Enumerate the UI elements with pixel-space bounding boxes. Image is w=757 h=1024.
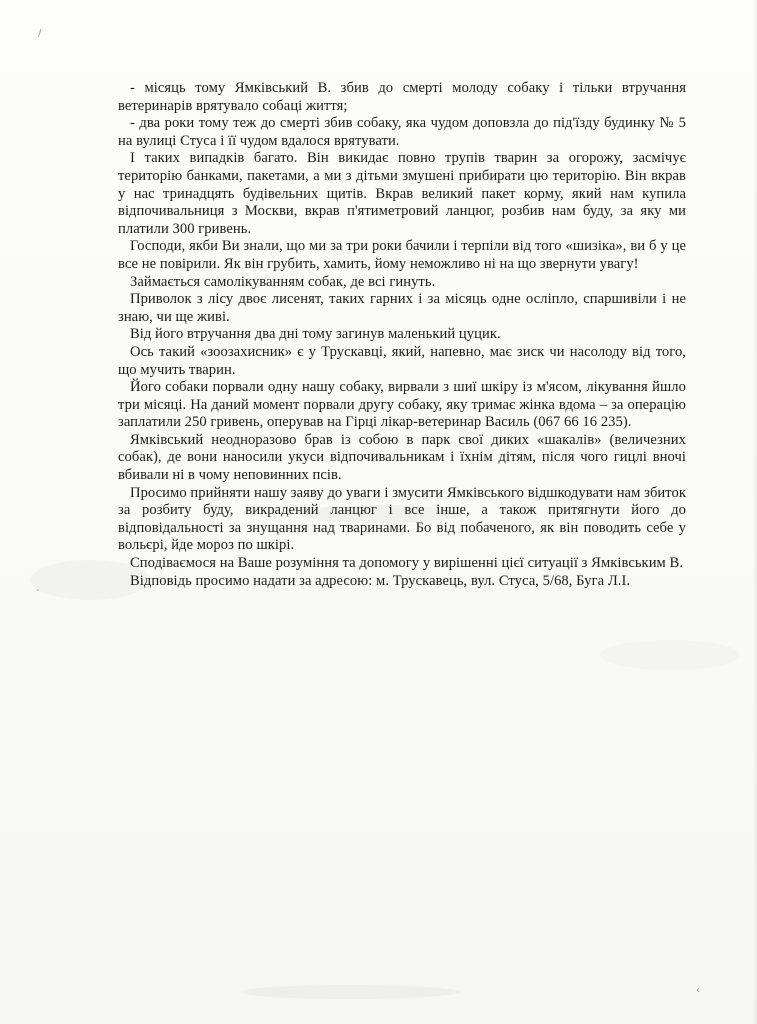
- scan-artifact-mark: ‑: [36, 585, 40, 596]
- letter-body: [118, 80, 686, 590]
- paragraph: Займається самолікуванням собак, де всі гинуть.: [130, 273, 436, 290]
- scan-smudge: [240, 985, 460, 999]
- scan-artifact-mark: /: [38, 28, 42, 39]
- page-edge-shadow: [753, 0, 757, 1024]
- paragraph: Ямківський неодноразово брав із собою в парк свої диких «шакалів» (величезних собак), де вони наносили укуси відпочивальникам і їхнім дітям, після чого гицлі вночі вбивали ні в чому неповинних псів.: [118, 431, 686, 484]
- paragraph: - два роки тому теж до смерті збив собаку, яка чудом доповзла до під'їзду будинку № 5 на вулиці Стуса і її чудом вдалося врятувати.: [118, 115, 686, 149]
- paragraph: Сподіваємося на Ваше розуміння та допомогу у вирішенні цієї ситуації з Ямківським В.: [130, 555, 684, 572]
- paragraph: Від його втручання два дні тому загинув маленький цуцик.: [130, 326, 501, 343]
- paragraph: Господи, якби Ви знали, що ми за три роки бачили і терпіли від того «шизіка», ви б у це все не повірили. Як він грубить, хамить, йому неможливо ні на що звернути увагу!: [118, 238, 686, 272]
- paragraph: - місяць тому Ямківський В. збив до смерті молоду собаку і тільки втручання ветеринарів врятувало собаці життя;: [118, 80, 686, 114]
- paragraph: Відповідь просимо надати за адресою: м. Трускавець, вул. Стуса, 5/68, Буга Л.І.: [130, 572, 631, 589]
- paragraph: Ось такий «зоозахисник» є у Трускавці, який, напевно, має зиск чи насолоду від того, що мучить тварин.: [118, 343, 686, 378]
- paragraph: Приволок з лісу двоє лисенят, таких гарних і за місяць одне осліпло, спаршивіли і не знаю, чи ще живі.: [118, 291, 686, 325]
- scan-artifact-mark: ‹: [696, 985, 700, 996]
- paragraph: Його собаки порвали одну нашу собаку, вирвали з шиї шкіру із м'ясом, лікування йшло три місяці. На даний момент порвали другу собаку, яку тримає жінка вдома – за операцію заплатили 250 гривень, оперував на Гірці лікар-ветеринар Василь (067 66 16 235).: [118, 379, 686, 431]
- scan-smudge: [600, 640, 740, 670]
- paragraph: І таких випадків багато. Він викидає повно трупів тварин за огорожу, засмічує територію банками, пакетами, а ми з дітьми змушені прибирати цю територію. Він вкрав у нас тринадцять будівельних щитів. Вкрав великий пакет корму, який нам купила відпочивальниця з Москви, вкрав п'ятиметровий ланцюг, розбив нам буду, за яку ми платили 300 гривень.: [118, 150, 686, 237]
- paragraph: Просимо прийняти нашу заяву до уваги і змусити Ямківського відшкодувати нам збиток за розбиту буду, викрадений ланцюг і все інше, а також притягнути його до відповідальності за знущання над тваринами. Бо від побаченого, як він поводить себе у вольєрі, йде мороз по шкірі.: [118, 484, 686, 554]
